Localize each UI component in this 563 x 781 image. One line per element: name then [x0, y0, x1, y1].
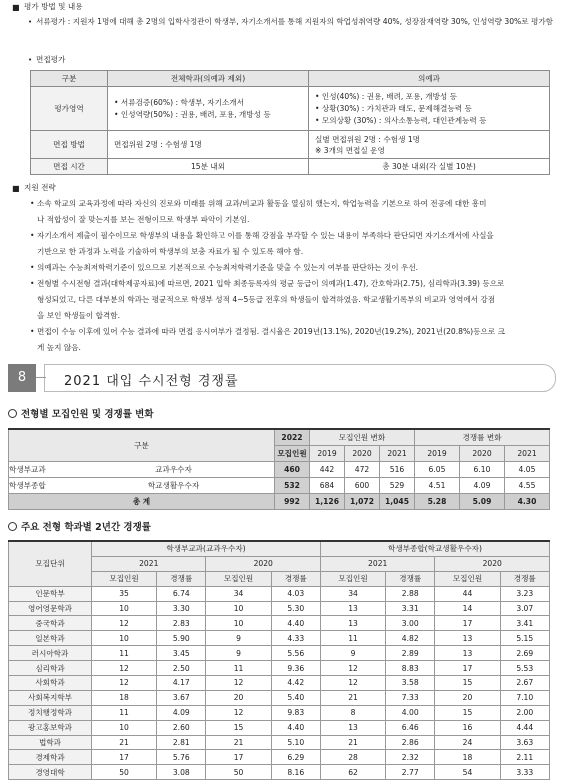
th-year: 2021 — [380, 446, 415, 462]
table-cell: 4.82 — [386, 631, 435, 646]
table-cell: 13 — [320, 616, 385, 631]
table-cell: 9 — [206, 631, 271, 646]
circle-bullet-icon — [8, 522, 17, 531]
dept-name: 러시아학과 — [9, 646, 92, 661]
th-medical: 의예과 — [309, 71, 550, 87]
table-cell: 10 — [206, 601, 271, 616]
table-cell: 15 — [435, 676, 500, 691]
row-label: 평가영역 — [31, 87, 108, 131]
th-year: 2021 — [320, 556, 434, 571]
table-cell: 2.00 — [500, 705, 549, 720]
dot-bullet-icon: • — [28, 56, 33, 64]
table-cell: 3.41 — [500, 616, 549, 631]
table-cell: 4.09 — [157, 705, 206, 720]
banner-connector — [36, 377, 46, 378]
interview-heading: 면접평가 — [36, 55, 66, 64]
table-cell: 21 — [92, 735, 157, 750]
table-cell: 35 — [92, 586, 157, 601]
table-cell: 12 — [206, 676, 271, 691]
table-cell: 4.42 — [271, 676, 320, 691]
row-label: 면접 시간 — [31, 159, 108, 175]
table-cell: 2.81 — [157, 735, 206, 750]
table-cell: 5.15 — [500, 631, 549, 646]
time-medical: 총 30분 내외(각 실별 10분) — [309, 159, 550, 175]
circle-bullet-icon — [8, 409, 17, 418]
table-cell: 54 — [435, 765, 500, 780]
table-cell: 28 — [320, 750, 385, 765]
th-recruit: 모집인원 — [275, 446, 310, 462]
table-cell: 2.89 — [386, 646, 435, 661]
th-sub: 경쟁률 — [500, 571, 549, 586]
dot-bullet-icon: • — [28, 18, 33, 26]
table-cell: 3.58 — [386, 676, 435, 691]
competition-title-row — [8, 406, 154, 420]
th-group2: 학생부종합(학교생활우수자) — [320, 541, 549, 556]
th-sub: 모집인원 — [435, 571, 500, 586]
th-recruit-change: 모집인원 변화 — [310, 429, 415, 446]
table-cell: 2.32 — [386, 750, 435, 765]
table-cell: 8.83 — [386, 661, 435, 676]
table-cell: 17 — [92, 750, 157, 765]
table-cell: 10 — [92, 720, 157, 735]
th-year: 2020 — [435, 556, 550, 571]
table-cell: 62 — [320, 765, 385, 780]
th-rate-change: 경쟁률 변화 — [415, 429, 550, 446]
table-cell: 21 — [320, 735, 385, 750]
table-cell: 18 — [435, 750, 500, 765]
table-cell: 3.30 — [157, 601, 206, 616]
dept-table — [8, 540, 550, 780]
table-cell: 16 — [435, 720, 500, 735]
table-cell: 4.40 — [271, 720, 320, 735]
dept-name: 정치행정학과 — [9, 705, 92, 720]
strategy-item: • 전형별 수시전형 결과(대학제공자료)에 따르면, 2021 입학 최종등록자의 평균 등급이 의예과(1.47), 간호학과(2.75), 심리학과(3.39) 등으로 형성되었고, 다른 대부분의 학과는 평균적으로 학생부 성적 4~5등급 전후의 학생들이 합격하였음. 학교생활기록부의 비교과 영역에서 강점 을 보인 학생들이 합격함. — [30, 279, 505, 320]
table-cell: 4.03 — [271, 586, 320, 601]
table-cell: 12 — [320, 661, 385, 676]
banner-title: 2021 대입 수시전형 경쟁률 — [64, 374, 239, 389]
table-cell: 14 — [435, 601, 500, 616]
dept-name: 법학과 — [9, 735, 92, 750]
table-cell: 4.40 — [271, 616, 320, 631]
dept-name: 심리학과 — [9, 661, 92, 676]
table-cell: 9 — [320, 646, 385, 661]
table-cell: 5.30 — [271, 601, 320, 616]
table-cell: 7.10 — [500, 690, 549, 705]
dept-name: 광고홍보학과 — [9, 720, 92, 735]
strategy-list — [30, 196, 560, 356]
square-bullet-icon: ■ — [12, 3, 20, 12]
table-cell: 17 — [435, 661, 500, 676]
table-cell: 3.07 — [500, 601, 549, 616]
th-year: 2020 — [460, 446, 505, 462]
table-row — [9, 720, 550, 735]
table-cell: 12 — [92, 676, 157, 691]
table-row — [9, 601, 550, 616]
dept-name: 사회복지학부 — [9, 690, 92, 705]
table-cell: 10 — [92, 631, 157, 646]
table-cell: 11 — [92, 705, 157, 720]
table-cell: 3.63 — [500, 735, 549, 750]
table-cell: 13 — [320, 720, 385, 735]
table-cell: 3.31 — [386, 601, 435, 616]
table-row — [9, 676, 550, 691]
table-cell: 17 — [435, 616, 500, 631]
method-general: 면접위원 2명 : 수험생 1명 — [108, 131, 309, 159]
table-cell: 2.67 — [500, 676, 549, 691]
th-category: 구분 — [31, 71, 108, 87]
table-row: 학생부종합 학교생활우수자 532 684 600 529 4.51 4.09 4.55 — [9, 478, 550, 494]
th-sub: 모집인원 — [206, 571, 271, 586]
table-cell: 2.69 — [500, 646, 549, 661]
th-sub: 경쟁률 — [386, 571, 435, 586]
table-row — [9, 661, 550, 676]
table-row — [9, 616, 550, 631]
table-row — [9, 631, 550, 646]
table-cell: 12 — [206, 705, 271, 720]
table-cell: 5.90 — [157, 631, 206, 646]
eval-area-general: • 서류검증(60%) : 학생부, 자기소개서 • 인성역량(50%) : 권용, 배려, 포용, 개방성 등 — [108, 87, 309, 131]
dept-name: 사회학과 — [9, 676, 92, 691]
doc-eval-text: 서류평가 : 지원자 1명에 대해 총 2명의 입학사정관이 학생부, 자기소개서를 통해 지원자의 학업성취역량 40%, 성장잠재역량 30%, 인성역량 30%로 평가함 — [36, 17, 553, 26]
dept-name: 인문학부 — [9, 586, 92, 601]
th-year: 2019 — [415, 446, 460, 462]
table-cell: 24 — [435, 735, 500, 750]
table-cell: 9.83 — [271, 705, 320, 720]
row-label: 면접 방법 — [31, 131, 108, 159]
total-row: 총 계 992 1,126 1,072 1,045 5.28 5.09 4.30 — [9, 494, 550, 510]
th-sub: 모집인원 — [92, 571, 157, 586]
table-cell: 2.86 — [386, 735, 435, 750]
table-cell: 15 — [206, 720, 271, 735]
table-cell: 7.33 — [386, 690, 435, 705]
table-row — [9, 735, 550, 750]
table-row — [9, 765, 550, 780]
table-cell: 21 — [320, 690, 385, 705]
table-cell: 3.33 — [500, 765, 549, 780]
strategy-item: • 면접이 수능 이후에 있어 수능 결과에 따라 면접 응시여부가 결정됨. 결시율은 2019년(13.1%), 2020년(19.2%), 2021년(20.8%)등으로 크 게 높지 않음. — [30, 327, 505, 352]
table-cell: 8 — [320, 705, 385, 720]
th-unit: 모집단위 — [9, 541, 92, 586]
table-cell: 2.77 — [386, 765, 435, 780]
th-year: 2021 — [92, 556, 206, 571]
th-group1: 학생부교과(교과우수자) — [92, 541, 321, 556]
th-year: 2020 — [345, 446, 380, 462]
table-cell: 9.36 — [271, 661, 320, 676]
competition-title: 전형별 모집인원 및 경쟁률 변화 — [21, 409, 154, 420]
table-cell: 20 — [435, 690, 500, 705]
table-cell: 12 — [92, 616, 157, 631]
th-year: 2020 — [206, 556, 320, 571]
th-sub: 모집인원 — [320, 571, 385, 586]
table-cell: 34 — [206, 586, 271, 601]
table-cell: 6.29 — [271, 750, 320, 765]
dept-title: 주요 전형 학과별 2년간 경쟁률 — [21, 522, 151, 533]
table-cell: 44 — [435, 586, 500, 601]
table-cell: 2.11 — [500, 750, 549, 765]
table-cell: 4.17 — [157, 676, 206, 691]
table-cell: 8.16 — [271, 765, 320, 780]
section-number: 8 — [8, 364, 36, 392]
table-cell: 12 — [92, 661, 157, 676]
section-banner — [8, 364, 556, 392]
table-cell: 5.76 — [157, 750, 206, 765]
table-cell: 20 — [206, 690, 271, 705]
table-cell: 18 — [92, 690, 157, 705]
table-cell: 50 — [92, 765, 157, 780]
dept-name: 중국학과 — [9, 616, 92, 631]
dept-name: 경영대학 — [9, 765, 92, 780]
th-sub: 경쟁률 — [157, 571, 206, 586]
table-cell: 11 — [320, 631, 385, 646]
table-row — [9, 750, 550, 765]
table-cell: 6.74 — [157, 586, 206, 601]
th-year: 2021 — [505, 446, 550, 462]
table-row — [9, 690, 550, 705]
table-cell: 34 — [320, 586, 385, 601]
dept-name: 경제학과 — [9, 750, 92, 765]
th-category: 구분 — [9, 429, 275, 462]
strategy-item: • 의예과는 수능최저학력기준이 있으므로 기본적으로 수능최저학력기준을 맞출 수 있는지 여부를 판단하는 것이 우선. — [30, 263, 419, 272]
table-cell: 9 — [206, 646, 271, 661]
table-cell: 15 — [435, 705, 500, 720]
table-cell: 3.23 — [500, 586, 549, 601]
table-cell: 2.88 — [386, 586, 435, 601]
table-cell: 13 — [435, 631, 500, 646]
th-2022: 2022 — [275, 429, 310, 446]
table-row — [9, 646, 550, 661]
table-cell: 12 — [320, 676, 385, 691]
section-heading: 평가 방법 및 내용 — [24, 2, 83, 11]
dept-name: 영어영문학과 — [9, 601, 92, 616]
strategy-heading: 지원 전략 — [24, 183, 56, 192]
table-cell: 5.40 — [271, 690, 320, 705]
table-cell: 3.00 — [386, 616, 435, 631]
table-row — [9, 586, 550, 601]
time-general: 15분 내외 — [108, 159, 309, 175]
table-cell: 5.10 — [271, 735, 320, 750]
dept-name: 일본학과 — [9, 631, 92, 646]
table-cell: 3.67 — [157, 690, 206, 705]
table-cell: 2.60 — [157, 720, 206, 735]
table-cell: 3.08 — [157, 765, 206, 780]
table-cell: 4.44 — [500, 720, 549, 735]
strategy-item: • 자기소개서 제출이 필수이므로 학생부의 내용을 확인하고 이를 통해 강점을 부각할 수 있는 내용이 부족하다 판단되면 자기소개서에 사실을 기반으로 한 과정과 노력을 기술하여 학생부의 보충 자료가 될 수 있도록 해야 함. — [30, 231, 494, 256]
strategy-item: • 소속 학교의 교육과정에 따라 자신의 진로와 미래를 위해 교과/비교과 활동을 열심히 했는지, 학업능력을 기본으로 하여 전공에 대한 흥미 나 적합성이 잘 맞는지를 보는 전형이므로 학생부 파악이 기본임. — [30, 199, 487, 224]
method-medical: 실별 면접위원 2명 : 수험생 1명 ※ 3개의 면접실 운영 — [309, 131, 550, 159]
table-cell: 17 — [206, 750, 271, 765]
table-cell: 50 — [206, 765, 271, 780]
th-general: 전체학과(의예과 제외) — [108, 71, 309, 87]
table-cell: 4.00 — [386, 705, 435, 720]
table-cell: 13 — [320, 601, 385, 616]
table-cell: 2.50 — [157, 661, 206, 676]
table-cell: 13 — [435, 646, 500, 661]
table-cell: 6.46 — [386, 720, 435, 735]
interview-table — [30, 70, 550, 175]
table-cell: 3.45 — [157, 646, 206, 661]
table-cell: 11 — [206, 661, 271, 676]
table-cell: 4.33 — [271, 631, 320, 646]
table-cell: 11 — [92, 646, 157, 661]
table-row — [9, 705, 550, 720]
table-cell: 2.83 — [157, 616, 206, 631]
th-sub: 경쟁률 — [271, 571, 320, 586]
eval-area-medical: • 인성(40%) : 권용, 배려, 포용, 개방성 등 • 상황(30%) : 가치관과 태도, 문제해결능력 등 • 모의상황 (30%) : 의사소통능력, 대인관계능력 등 — [309, 87, 550, 131]
square-bullet-icon: ■ — [12, 184, 20, 193]
table-cell: 10 — [206, 616, 271, 631]
dept-title-row — [8, 519, 151, 533]
table-cell: 21 — [206, 735, 271, 750]
table-row: 학생부교과 교과우수자 460 442 472 516 6.05 6.10 4.05 — [9, 462, 550, 478]
th-year: 2019 — [310, 446, 345, 462]
table-cell: 5.56 — [271, 646, 320, 661]
competition-table — [8, 428, 550, 510]
table-cell: 5.53 — [500, 661, 549, 676]
table-cell: 10 — [92, 601, 157, 616]
